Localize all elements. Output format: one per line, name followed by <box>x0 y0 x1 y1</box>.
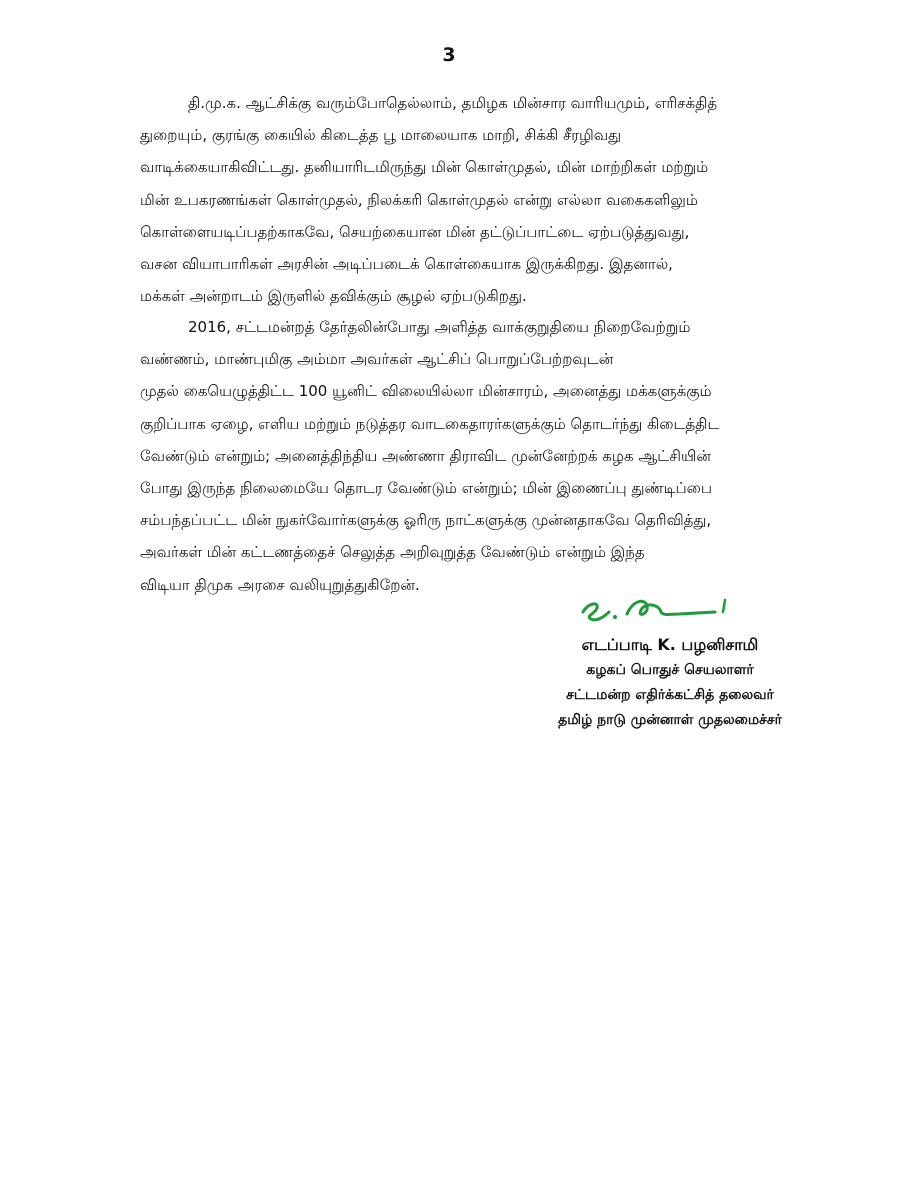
text-line: தி.மு.க. ஆட்சிக்கு வரும்போதெல்லாம், தமிழக மின்சார வாரியமும், எரிசக்தித் <box>188 94 718 112</box>
text-line: 2016, சட்டமன்றத் தேர்தலின்போது அளித்த வாக்குறுதியை நிறைவேற்றும் <box>188 318 691 336</box>
text-line: முதல் கையெழுத்திட்ட 100 யூனிட் விலையில்லா மின்சாரம், அனைத்து மக்களுக்கும் <box>140 382 712 401</box>
signature-block <box>470 632 870 733</box>
text-line: துறையும், குரங்கு கையில் கிடைத்த பூ மாலையாக மாறி, சிக்கி சீரழிவது <box>140 126 622 145</box>
signatory-title: கழகப் பொதுச் செயலாளர் <box>586 662 754 678</box>
text-line: வண்ணம், மாண்புமிகு அம்மா அவர்கள் ஆட்சிப் பொறுப்பேற்றவுடன் <box>140 350 614 369</box>
signatory-title: தமிழ் நாடு முன்னாள் முதலமைச்சர் <box>558 712 782 728</box>
text-line: குறிப்பாக ஏழை, எளிய மற்றும் நடுத்தர வாடகைதாரர்களுக்கும் தொடர்ந்து கிடைத்திட <box>140 414 720 433</box>
text-line: சம்பந்தப்பட்ட மின் நுகர்வோர்களுக்கு ஓரிரு நாட்களுக்கு முன்னதாகவே தெரிவித்து, <box>140 511 712 530</box>
paragraph-1 <box>140 87 803 312</box>
text-line: வேண்டும் என்றும்; அனைத்திந்திய அண்ணா திராவிட முன்னேற்றக் கழக ஆட்சியின் <box>140 446 711 465</box>
signatory-name: எடப்பாடி K. பழனிசாமி <box>581 635 759 654</box>
paragraph-2 <box>140 311 803 601</box>
text-line: மின் உபகரணங்கள் கொள்முதல், நிலக்கரி கொள்முதல் என்று எல்லா வகைகளிலும் <box>140 190 698 209</box>
page-number: 3 <box>442 44 456 66</box>
text-line: அவர்கள் மின் கட்டணத்தைச் செலுத்த அறிவுறுத்த வேண்டும் என்றும் இந்த <box>140 543 645 562</box>
handwritten-signature <box>575 592 740 630</box>
text-line: போது இருந்த நிலைமையே தொடர வேண்டும் என்றும்; மின் இணைப்பு துண்டிப்பை <box>140 479 713 498</box>
signatory-title: சட்டமன்ற எதிர்க்கட்சித் தலைவர் <box>566 687 774 703</box>
text-line: கொள்ளையடிப்பதற்காகவே, செயற்கையான மின் தட்டுப்பாட்டை ஏற்படுத்துவது, <box>140 222 690 241</box>
text-line: மக்கள் அன்றாடம் இருளில் தவிக்கும் சூழல் ஏற்படுகிறது. <box>140 287 527 306</box>
text-line: விடியா திமுக அரசை வலியுறுத்துகிறேன். <box>140 575 420 594</box>
text-line: வாடிக்கையாகிவிட்டது. தனியாரிடமிருந்து மின் கொள்முதல், மின் மாற்றிகள் மற்றும் <box>140 158 709 177</box>
text-line: வசன வியாபாரிகள் அரசின் அடிப்படைக் கொள்கையாக இருக்கிறது. இதனால், <box>140 255 673 274</box>
